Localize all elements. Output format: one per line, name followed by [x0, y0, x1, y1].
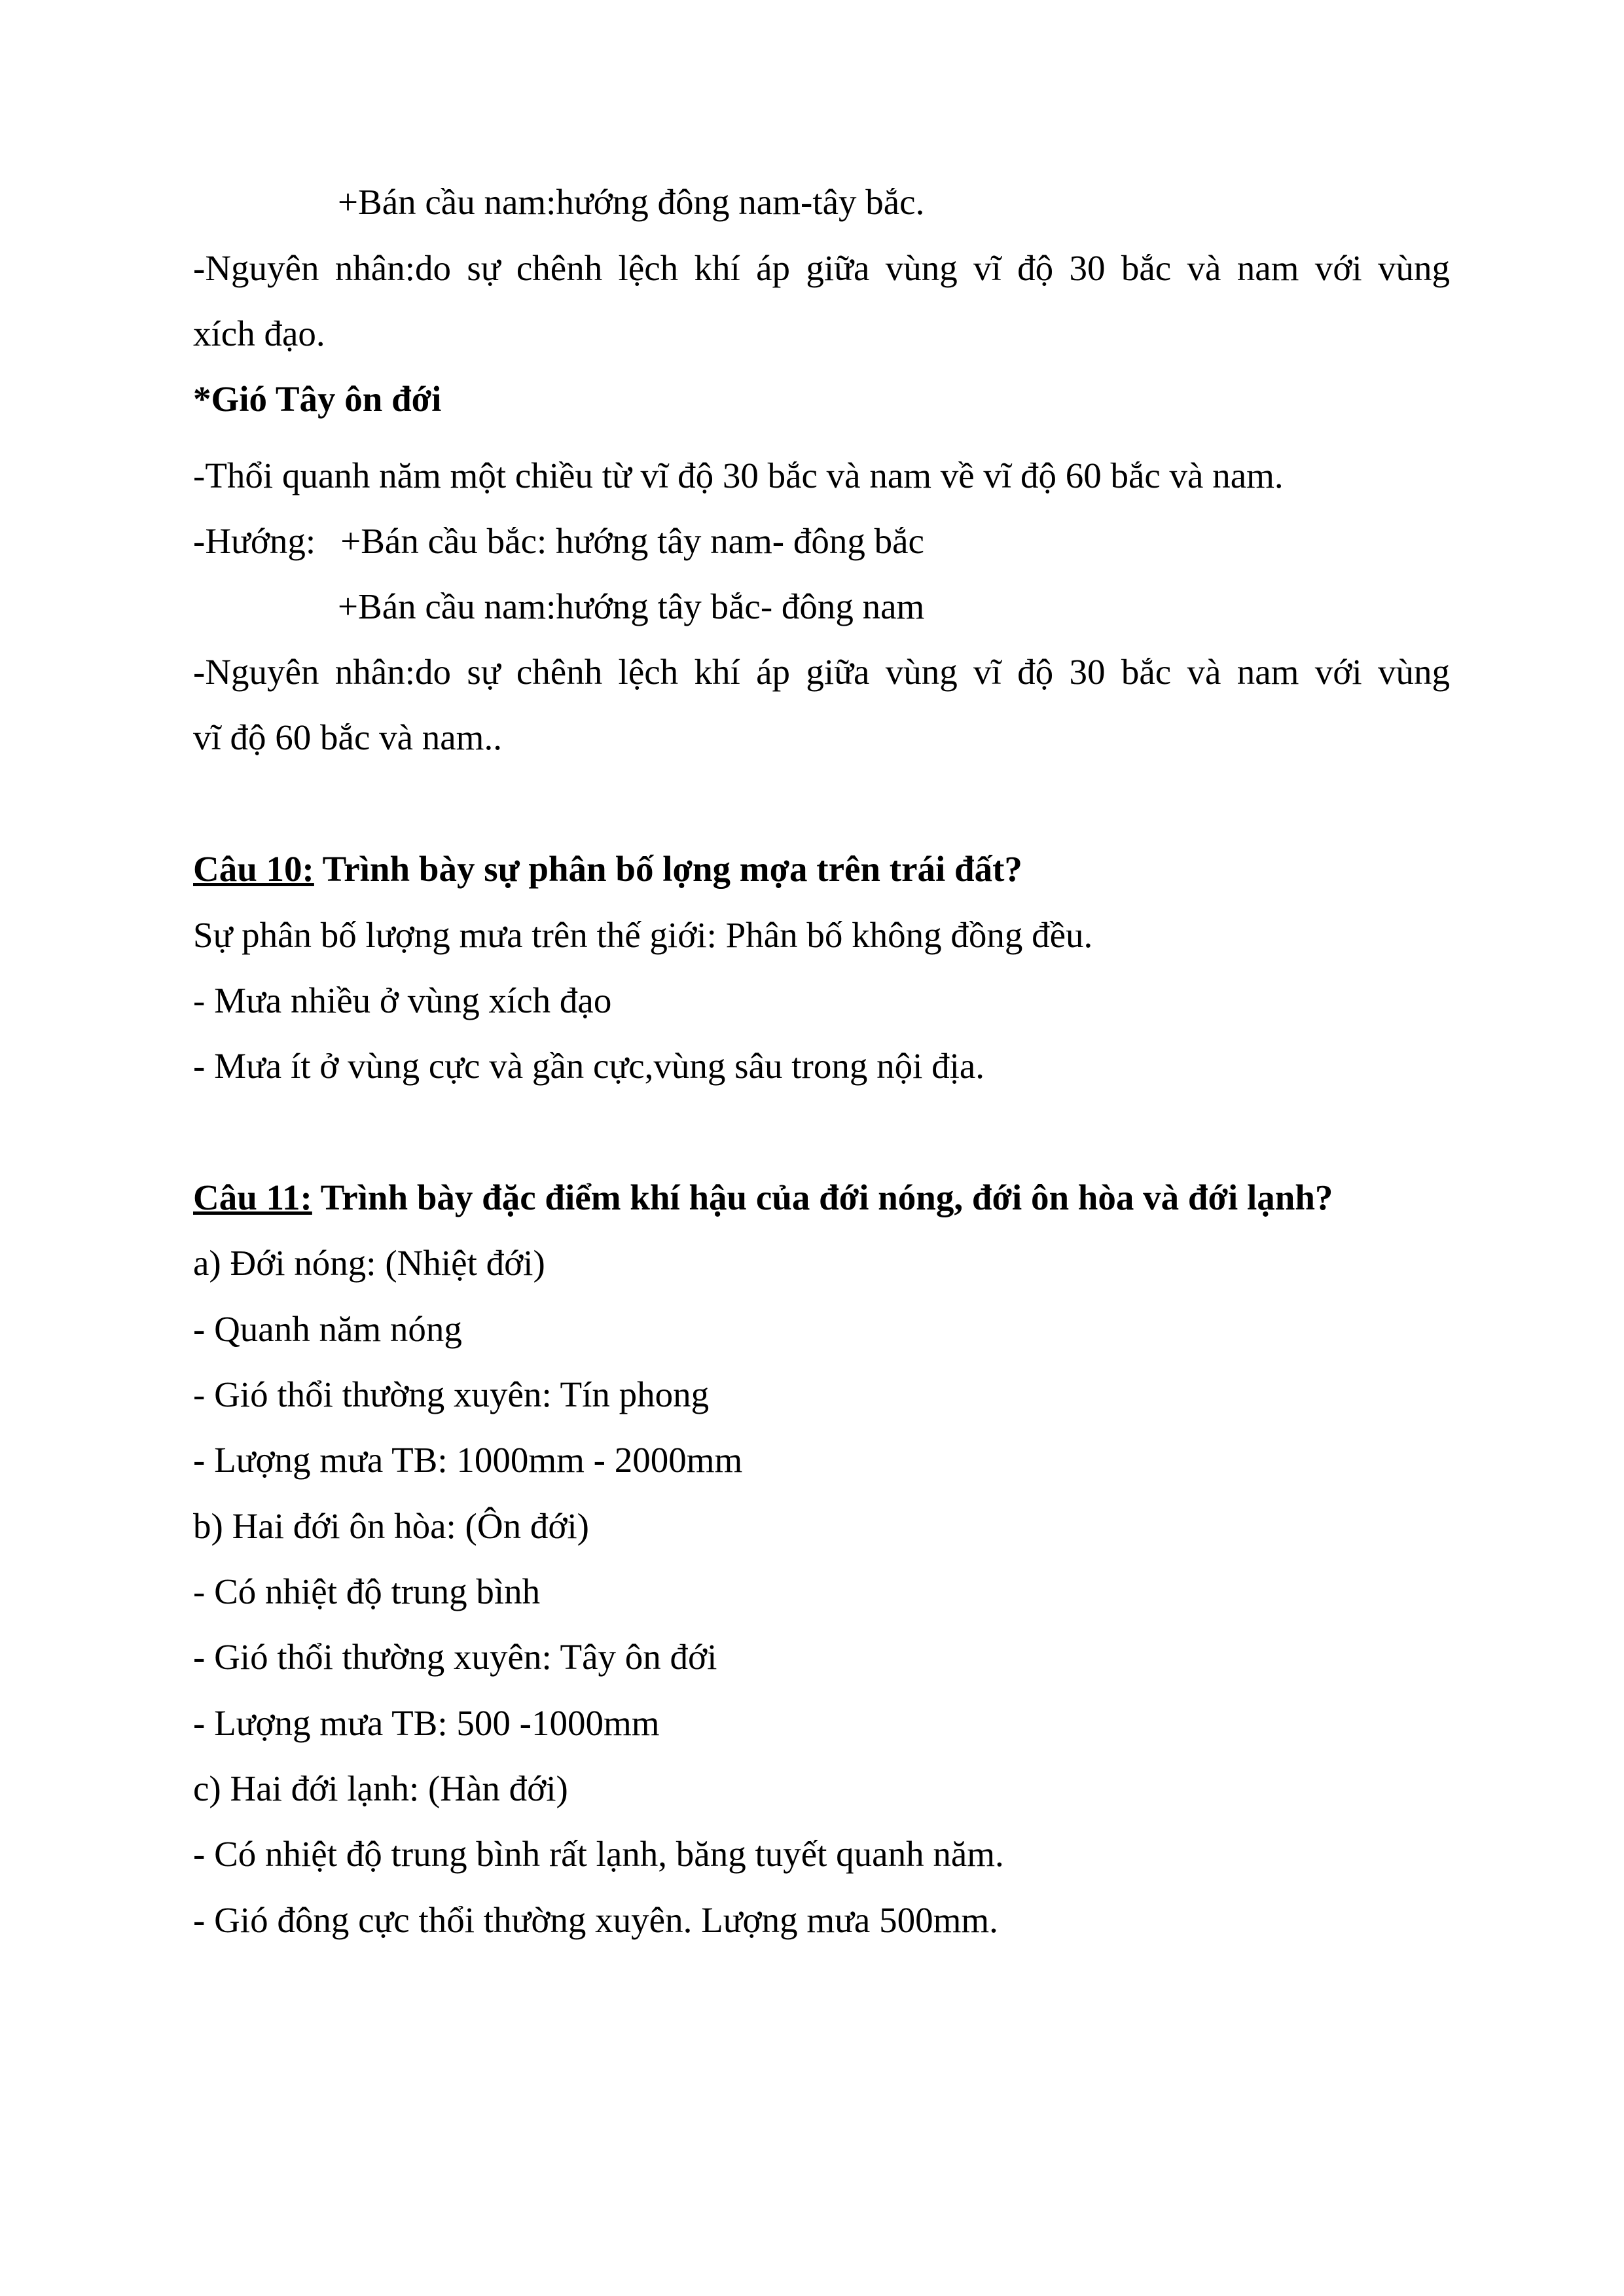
- q11-answer-line: b) Hai đới ôn hòa: (Ôn đới): [193, 1506, 589, 1546]
- text-line-direction-southern: +Bán cầu nam:hướng tây bắc- đông nam: [338, 586, 925, 626]
- q11-answer-line: - Gió đông cực thổi thường xuyên. Lượng mưa 500mm.: [193, 1900, 998, 1940]
- q11-answer-line: - Có nhiệt độ trung bình: [193, 1571, 541, 1611]
- question-11-label: Câu 11:: [193, 1177, 312, 1217]
- text-line-cause-trade-cont: xích đạo.: [193, 314, 325, 353]
- question-11-heading: [193, 1176, 1333, 1219]
- q11-answer-line: - Lượng mưa TB: 500 -1000mm: [193, 1703, 660, 1743]
- text-line-southern-hemisphere-trade: +Bán cầu nam:hướng đông nam-tây bắc.: [338, 182, 925, 222]
- text-line-cause-trade: -Nguyên nhân:do sự chênh lệch khí áp giữa vùng vĩ độ 30 bắc và nam với vùng: [193, 248, 1450, 288]
- q11-answer-line: - Có nhiệt độ trung bình rất lạnh, băng tuyết quanh năm.: [193, 1834, 1004, 1874]
- text-line-cause-westerlies-cont: vĩ độ 60 bắc và nam..: [193, 717, 502, 757]
- question-10-heading: [193, 848, 1022, 891]
- q11-answer-line: - Lượng mưa TB: 1000mm - 2000mm: [193, 1440, 743, 1480]
- text-line-westerlies-blow: -Thổi quanh năm một chiều từ vĩ độ 30 bắc và nam về vĩ độ 60 bắc và nam.: [193, 456, 1284, 495]
- q10-answer-line: Sự phân bố lượng mưa trên thế giới: Phân bố không đồng đều.: [193, 915, 1093, 955]
- q11-answer-line: c) Hai đới lạnh: (Hàn đới): [193, 1768, 568, 1808]
- text-line-cause-westerlies: -Nguyên nhân:do sự chênh lệch khí áp giữa vùng vĩ độ 30 bắc và nam với vùng: [193, 652, 1450, 692]
- direction-label: -Hướng:: [193, 521, 316, 561]
- section-heading-westerlies: *Gió Tây ôn đới: [193, 379, 442, 419]
- q11-answer-line: - Gió thổi thường xuyên: Tín phong: [193, 1374, 710, 1414]
- direction-northern: +Bán cầu bắc: hướng tây nam- đông bắc: [340, 521, 924, 561]
- q11-answer-line: a) Đới nóng: (Nhiệt đới): [193, 1243, 545, 1283]
- q10-answer-line: - Mưa nhiều ở vùng xích đạo: [193, 980, 612, 1020]
- q11-answer-line: - Quanh năm nóng: [193, 1309, 462, 1349]
- q11-answer-line: - Gió thổi thường xuyên: Tây ôn đới: [193, 1637, 717, 1677]
- question-10-title: Trình bày sự phân bố lợng mợa trên trái đất?: [314, 849, 1022, 889]
- question-10-label: Câu 10:: [193, 849, 314, 889]
- text-line-direction: [193, 520, 924, 563]
- q10-answer-line: - Mưa ít ở vùng cực và gần cực,vùng sâu trong nội địa.: [193, 1046, 985, 1086]
- question-11-title: Trình bày đặc điểm khí hậu của đới nóng, đới ôn hòa và đới lạnh?: [312, 1177, 1333, 1217]
